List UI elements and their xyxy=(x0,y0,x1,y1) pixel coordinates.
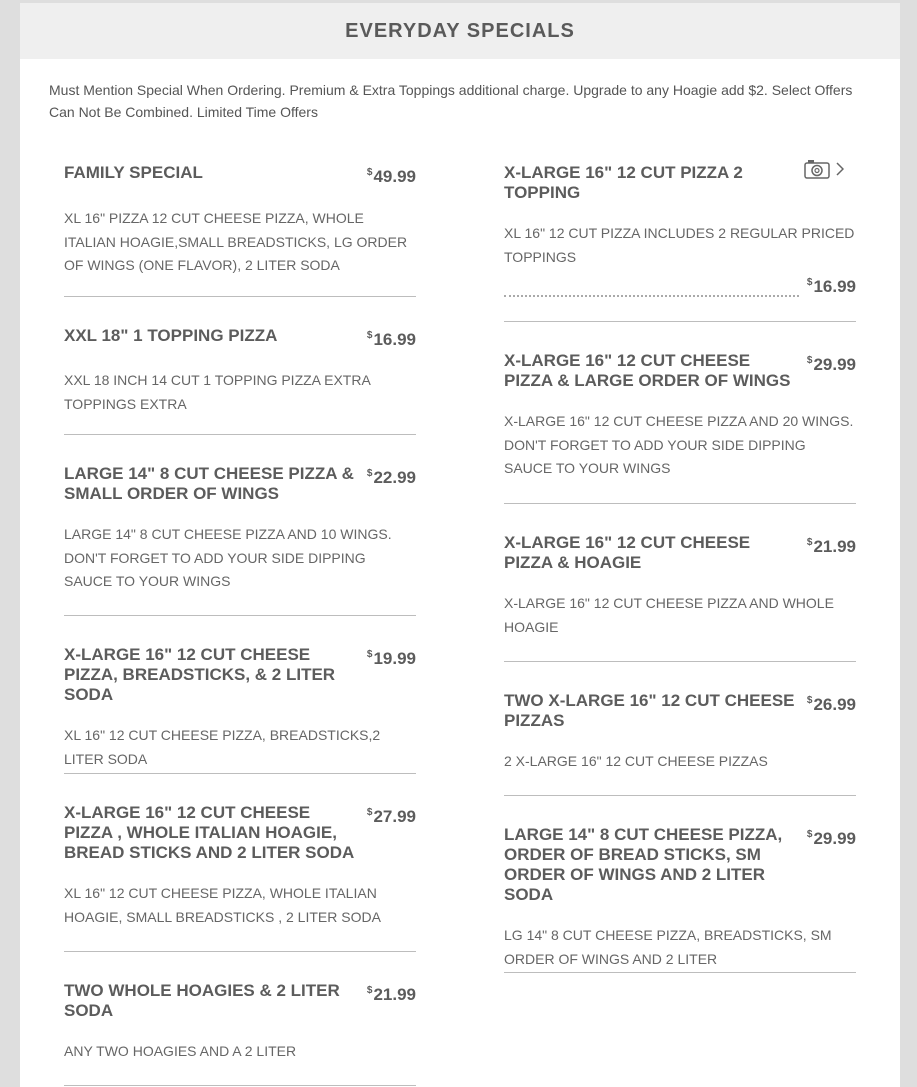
item-price: $21.99 xyxy=(806,537,856,556)
dotted-leader xyxy=(504,287,799,297)
item-description: LARGE 14" 8 CUT CHEESE PIZZA AND 10 WINGS. DON'T FORGET TO ADD YOUR SIDE DIPPING SAUCE TO YOUR WINGS xyxy=(64,526,392,589)
specials-notice: Must Mention Special When Ordering. Premium & Extra Toppings additional charge. Upgrade to any Hoagie add $2. Select Offers Can Not Be Combined. Limited Time Offers xyxy=(49,82,853,120)
menu-column-right xyxy=(504,158,856,973)
item-price: $16.99 xyxy=(366,330,416,349)
item-description: XL 16" PIZZA 12 CUT CHEESE PIZZA, WHOLE ITALIAN HOAGIE,SMALL BREADSTICKS, LG ORDER OF WINGS (ONE FLAVOR), 2 LITER SODA xyxy=(64,210,408,273)
chevron-right-icon xyxy=(836,162,844,176)
item-name: LARGE 14" 8 CUT CHEESE PIZZA, ORDER OF BREAD STICKS, SM ORDER OF WINGS AND 2 LITER SODA xyxy=(504,825,783,904)
menu-item[interactable] xyxy=(504,662,856,796)
menu-item[interactable] xyxy=(504,158,856,322)
item-price: $29.99 xyxy=(806,829,856,848)
menu-item[interactable] xyxy=(64,297,416,435)
item-price: $19.99 xyxy=(366,649,416,668)
item-price: $49.99 xyxy=(366,167,416,186)
currency-symbol: $ xyxy=(806,277,813,288)
menu-item[interactable] xyxy=(504,796,856,973)
currency-symbol: $ xyxy=(806,695,813,706)
item-price: $29.99 xyxy=(806,355,856,374)
item-name: LARGE 14" 8 CUT CHEESE PIZZA & SMALL ORDER OF WINGS xyxy=(64,464,354,503)
currency-symbol: $ xyxy=(366,468,373,479)
item-description: X-LARGE 16" 12 CUT CHEESE PIZZA AND WHOLE HOAGIE xyxy=(504,595,834,635)
item-name: TWO WHOLE HOAGIES & 2 LITER SODA xyxy=(64,981,340,1020)
section-header xyxy=(20,3,900,59)
item-name: XXL 18" 1 TOPPING PIZZA xyxy=(64,326,278,345)
currency-symbol: $ xyxy=(366,330,373,341)
currency-symbol: $ xyxy=(806,829,813,840)
camera-icon xyxy=(804,159,830,179)
currency-symbol: $ xyxy=(366,985,373,996)
menu-item[interactable] xyxy=(64,158,416,297)
item-description: ANY TWO HOAGIES AND A 2 LITER xyxy=(64,1043,297,1059)
item-description: XL 16" 12 CUT CHEESE PIZZA, WHOLE ITALIAN HOAGIE, SMALL BREADSTICKS , 2 LITER SODA xyxy=(64,885,381,925)
menu-item[interactable] xyxy=(504,322,856,504)
item-description: 2 X-LARGE 16" 12 CUT CHEESE PIZZAS xyxy=(504,753,768,769)
item-price: $26.99 xyxy=(806,695,856,714)
item-description: XL 16" 12 CUT PIZZA INCLUDES 2 REGULAR PRICED TOPPINGS xyxy=(504,225,855,265)
item-name: X-LARGE 16" 12 CUT CHEESE PIZZA & LARGE ORDER OF WINGS xyxy=(504,351,791,390)
menu-column-left xyxy=(64,158,416,1086)
item-name: X-LARGE 16" 12 CUT CHEESE PIZZA, BREADSTICKS, & 2 LITER SODA xyxy=(64,645,336,704)
menu-item[interactable] xyxy=(64,616,416,774)
item-description: LG 14" 8 CUT CHEESE PIZZA, BREADSTICKS, SM ORDER OF WINGS AND 2 LITER xyxy=(504,927,832,967)
item-description: XXL 18 INCH 14 CUT 1 TOPPING PIZZA EXTRA TOPPINGS EXTRA xyxy=(64,372,371,412)
currency-symbol: $ xyxy=(806,537,813,548)
price-row xyxy=(504,273,856,297)
item-price: $21.99 xyxy=(366,985,416,1004)
menu-item[interactable] xyxy=(504,504,856,662)
item-name: X-LARGE 16" 12 CUT CHEESE PIZZA , WHOLE ITALIAN HOAGIE, BREAD STICKS AND 2 LITER SODA xyxy=(64,803,355,862)
item-price: $22.99 xyxy=(366,468,416,487)
item-price: $27.99 xyxy=(366,807,416,826)
currency-symbol: $ xyxy=(806,355,813,366)
photo-link[interactable] xyxy=(804,159,844,179)
item-price: $16.99 xyxy=(806,277,856,296)
section-title: EVERYDAY SPECIALS xyxy=(345,19,575,42)
currency-symbol: $ xyxy=(366,167,373,178)
currency-symbol: $ xyxy=(366,807,373,818)
menu-item[interactable] xyxy=(64,952,416,1086)
item-name: TWO X-LARGE 16" 12 CUT CHEESE PIZZAS xyxy=(504,691,795,730)
menu-item[interactable] xyxy=(64,774,416,952)
menu-item[interactable] xyxy=(64,435,416,616)
item-name: X-LARGE 16" 12 CUT CHEESE PIZZA & HOAGIE xyxy=(504,533,751,572)
item-description: XL 16" 12 CUT CHEESE PIZZA, BREADSTICKS,2 LITER SODA xyxy=(64,727,381,767)
item-name: FAMILY SPECIAL xyxy=(64,163,203,182)
specials-panel xyxy=(20,3,900,1087)
item-description: X-LARGE 16" 12 CUT CHEESE PIZZA AND 20 WINGS. DON'T FORGET TO ADD YOUR SIDE DIPPING SAUCE TO YOUR WINGS xyxy=(504,413,854,476)
currency-symbol: $ xyxy=(366,649,373,660)
item-name: X-LARGE 16" 12 CUT PIZZA 2 TOPPING xyxy=(504,163,743,202)
